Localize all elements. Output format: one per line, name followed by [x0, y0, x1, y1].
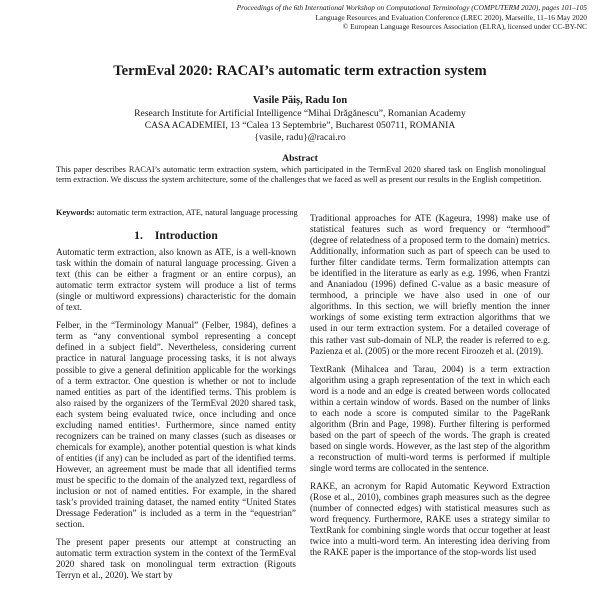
- right-column: [310, 213, 550, 565]
- intro-paragraph-2: Felber, in the “Terminology Manual” (Felber, 1984), defines a term as “any conventional symbol representing a concept defined in a subject field”. Nevertheless, considering current practice in natural language processing tasks, it is not always possible to give a general definition applicable for the workings of a term extractor. One question is whether or not to include named entities as part of the identified terms. This problem is also raised by the organizers of the TermEval 2020 shared task, each system being evaluated twice, once including and once excluding named entities¹. Furthermore, since named entity recognizers can be trained on many classes (such as diseases or chemicals for example), another potential question is what kinds of entities (if any) can be included as part of the identified terms. However, an agreement must be made that all identified terms must be specific to the domain of the analyzed text, regardless of inclusion or not of named entities. For example, in the shared task’s provided training dataset, the named entity “United States Dressage Federation” is included as a term in the “equestrian” section.: [56, 320, 296, 530]
- abstract-heading: Abstract: [282, 153, 318, 164]
- section-number: 1.: [134, 229, 143, 242]
- left-column: [56, 226, 296, 588]
- proceedings-line: Proceedings of the 6th International Workshop on Computational Terminology (COMPUTERM 2020), pages 101–105: [236, 3, 587, 12]
- conference-line: Language Resources and Evaluation Conference (LREC 2020), Marseille, 11–16 May 2020: [315, 12, 587, 22]
- section-heading-introduction: [56, 230, 296, 241]
- related-paragraph-textrank: TextRank (Mihalcea and Tarau, 2004) is a term extraction algorithm using a graph representation of the text in which each word is a node and an edge is created between words collocated within a certain window of words. Based on the number of links to each node a score is computed similar to the PageRank algorithm (Brin and Page, 1998). Further filtering is performed based on the part of speech of the words. The graph is created based on single words. However, as the last step of the algorithm a reconstruction of multi-word terms is performed if multiple single word terms are collocated in the sentence.: [310, 363, 550, 474]
- affiliation-address: CASA ACADEMIEI, 13 “Calea 13 Septembrie”, Bucharest 050711, ROMANIA: [144, 120, 456, 132]
- keywords-label: Keywords:: [56, 208, 95, 217]
- intro-paragraph-1: Automatic term extraction, also known as ATE, is a well-known task within the domain of natural language processing. Given a text (this can be either a fragment or an entire corpus), an automatic term extractor system will produce a list of terms (single or multiword expressions) characteristic for the domain of text.: [56, 247, 296, 313]
- affiliation-institute: Research Institute for Artificial Intelligence “Mihai Drăgănescu”, Romanian Academy: [134, 108, 466, 119]
- keywords-text: automatic term extraction, ATE, natural language processing: [94, 208, 298, 217]
- author-emails: {vasile, radu}@racai.ro: [254, 132, 346, 144]
- authors: Vasile Păiș, Radu Ion: [252, 95, 348, 106]
- paper-title: TermEval 2020: RACAI’s automatic term extraction system: [113, 63, 487, 79]
- abstract-text: This paper describes RACAI’s automatic term extraction system, which participated in the TermEval 2020 shared task on English monolingual term extraction. We discuss the system architecture, some of the challenges that we faced as well as present our results in the English competition.: [56, 165, 546, 185]
- affiliation-block: [0, 108, 600, 145]
- section-title: Introduction: [154, 229, 218, 242]
- related-paragraph-rake: RAKE, an acronym for Rapid Automatic Keyword Extraction (Rose et al., 2010), combines graph measures such as the degree (number of connected edges) with statistical measures such as word frequency. Furthermore, RAKE uses a strategy similar to TextRank for combining single words that occur together at least twice into a multi-word term. An interesting idea deriving from the RAKE paper is the importance of the stop-words list used: [310, 481, 550, 558]
- intro-paragraph-3: The present paper presents our attempt at constructing an automatic term extraction system in the context of the TermEval 2020 shared task on monolingual term extraction (Rigouts Terryn et al., 2020). We start by: [56, 537, 296, 581]
- proceedings-header: [147, 3, 587, 32]
- license-line: © European Language Resources Association (ELRA), licensed under CC-BY-NC: [342, 22, 587, 32]
- related-paragraph-1: Traditional approaches for ATE (Kageura, 1998) make use of statistical features such as word frequency or “termhood” (degree of relatedness of a proposed term to the domain) metrics. Additionally, information such as part of speech can be used to further filter candidate terms. Term formalization attempts can be identified in the literature as early as e.g. 1996, when Frantzi and Ananiadou (1996) defined C-value as a basic measure of termhood, a principle we have also used in one of our algorithms. In this section, we will briefly mention the inner workings of some existing term extraction algorithms that we used in our term extraction system. For a detailed coverage of this rather vast sub-domain of NLP, the reader is referred to e.g. Pazienza et al. (2005) or the more recent Firoozeh et al. (2019).: [310, 213, 550, 356]
